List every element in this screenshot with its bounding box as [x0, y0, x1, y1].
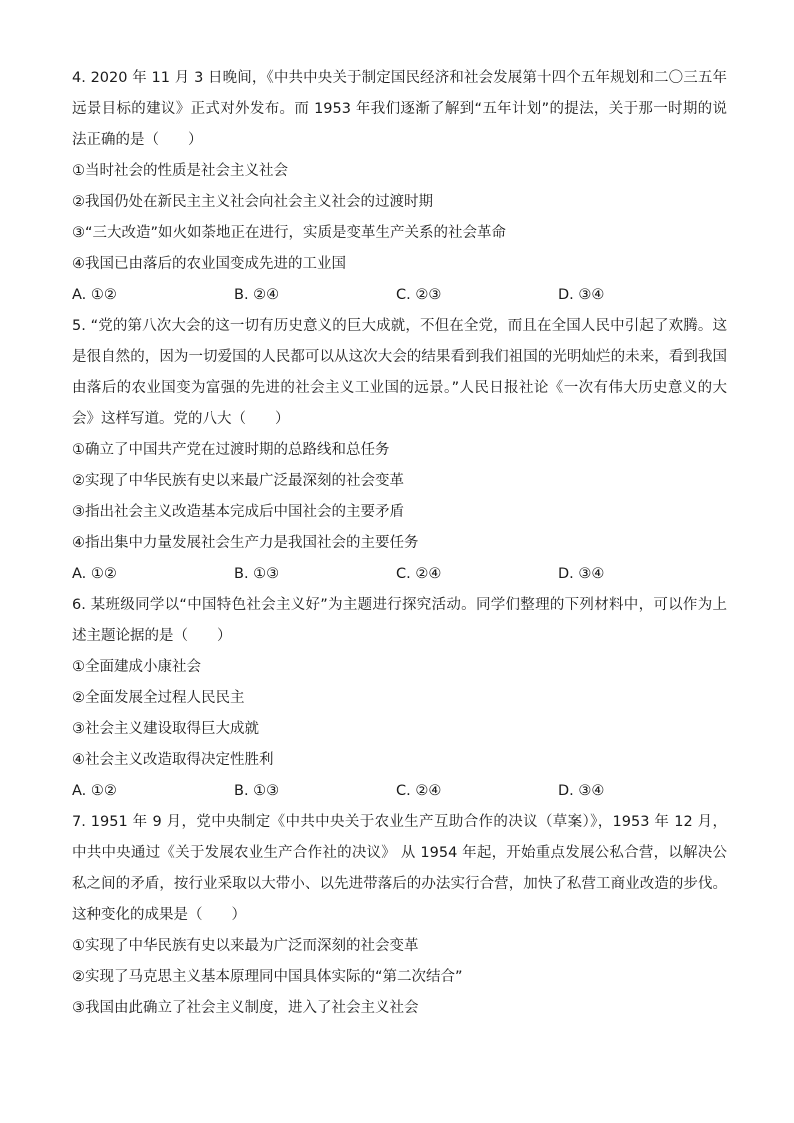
option-c: C. ②③ [396, 287, 442, 303]
statement: ③社会主义建设取得巨大成就 [72, 721, 259, 737]
exam-page [72, 63, 727, 1024]
statement: ②实现了马克思主义基本原理同中国具体实际的“第二次结合” [72, 969, 463, 985]
option-d: D. ③④ [558, 287, 605, 303]
answer-options [72, 280, 727, 311]
statement: ③指出社会主义改造基本完成后中国社会的主要矛盾 [72, 504, 404, 520]
statement: ②我国仍处在新民主主义社会向社会主义社会的过渡时期 [72, 194, 433, 210]
question-5 [72, 311, 727, 590]
option-b: B. ①③ [234, 566, 280, 582]
statement: ③我国由此确立了社会主义制度，进入了社会主义社会 [72, 1000, 419, 1016]
question-4 [72, 63, 727, 311]
statement: ②全面发展全过程人民民主 [72, 690, 245, 706]
statement: ①实现了中华民族有史以来最为广泛而深刻的社会变革 [72, 938, 419, 954]
statement: ①确立了中国共产党在过渡时期的总路线和总任务 [72, 442, 390, 458]
question-7 [72, 807, 727, 1024]
question-stem: 6. 某班级同学以“中国特色社会主义好”为主题进行探究活动。同学们整理的下列材料中，可以作为上述主题论据的是（ ） [72, 597, 727, 644]
question-stem: 5. “党的第八次大会的这一切有历史意义的巨大成就，不但在全党，而且在全国人民中引起了欢腾。这是很自然的，因为一切爱国的人民都可以从这次大会的结果看到我们祖国的光明灿烂的未来，看到我国由落后的农业国变为富强的先进的社会主义工业国的远景。”人民日报社论《一次有伟大历史意义的大会》这样写道。党的八大（ ） [72, 318, 727, 427]
statement: ④我国已由落后的农业国变成先进的工业国 [72, 256, 346, 272]
statement: ④指出集中力量发展社会生产力是我国社会的主要任务 [72, 535, 419, 551]
option-b: B. ①③ [234, 783, 280, 799]
option-a: A. ①② [72, 566, 117, 582]
answer-options [72, 559, 727, 590]
answer-options [72, 776, 727, 807]
question-6 [72, 590, 727, 807]
option-a: A. ①② [72, 783, 117, 799]
statement: ④社会主义改造取得决定性胜利 [72, 752, 274, 768]
statement: ①当时社会的性质是社会主义社会 [72, 163, 288, 179]
option-d: D. ③④ [558, 566, 605, 582]
statement: ③“三大改造”如火如荼地正在进行，实质是变革生产关系的社会革命 [72, 225, 507, 241]
question-stem: 4. 2020 年 11 月 3 日晚间，《中共中央关于制定国民经济和社会发展第十四个五年规划和二〇三五年远景目标的建议》正式对外发布。而 1953 年我们逐渐了解到“五年计划”的提法，关于那一时期的说法正确的是（ ） [72, 70, 727, 148]
question-stem: 7. 1951 年 9 月，党中央制定《中共中央关于农业生产互助合作的决议（草案）》，1953 年 12 月，中共中央通过《关于发展农业生产合作社的决议》 从 1954 年起，开始重点发展公私合营，以解决公私之间的矛盾，按行业采取以大带小、以先进带落后的办法实行合营，加快了私营工商业改造的步伐。这种变化的成果是（ ） [72, 814, 727, 923]
option-c: C. ②④ [396, 783, 442, 799]
statement: ②实现了中华民族有史以来最广泛最深刻的社会变革 [72, 473, 404, 489]
statement: ①全面建成小康社会 [72, 659, 201, 675]
option-d: D. ③④ [558, 783, 605, 799]
option-c: C. ②④ [396, 566, 442, 582]
option-b: B. ②④ [234, 287, 280, 303]
option-a: A. ①② [72, 287, 117, 303]
